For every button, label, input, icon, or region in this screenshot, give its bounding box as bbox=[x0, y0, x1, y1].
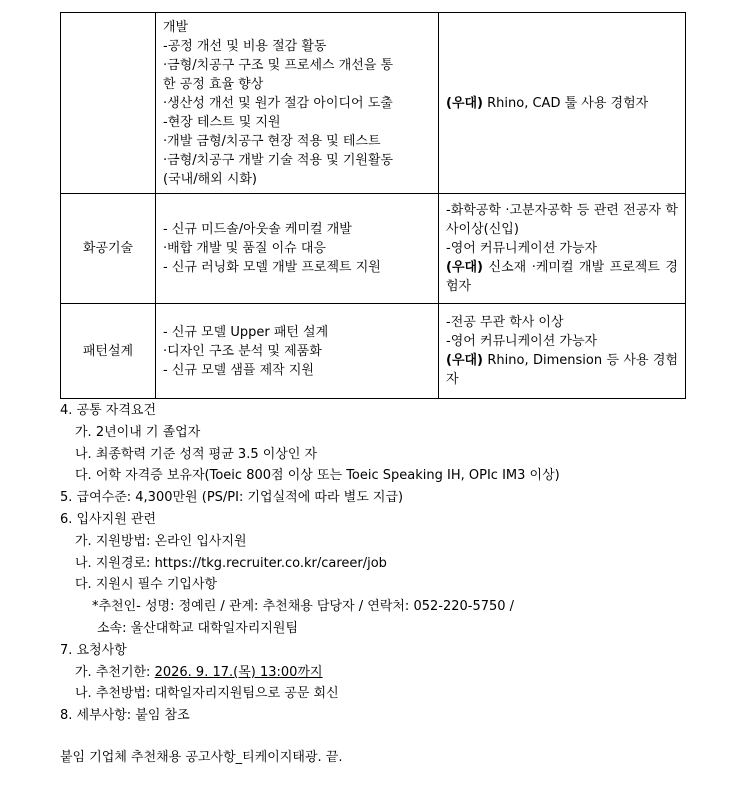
request-item: 나. 추천방법: 대학일자리지원팀으로 공문 회신 bbox=[75, 686, 339, 702]
qualification-line: -영어 커뮤니케이션 가능자 bbox=[446, 334, 598, 349]
table-row bbox=[61, 13, 686, 194]
field-cell: 화공기술 bbox=[61, 194, 156, 304]
duty-line: - 신규 미드솔/아웃솔 케미컬 개발 bbox=[163, 222, 352, 237]
requirement-item: 다. 어학 자격증 보유자(Toeic 800점 이상 또는 Toeic Speaking IH, OPIc IM3 이상) bbox=[75, 468, 560, 484]
field-cell bbox=[61, 13, 156, 194]
deadline-label: 가. 추천기한: bbox=[75, 664, 155, 680]
duties-cell bbox=[156, 13, 439, 194]
salary-line: 5. 급여수준: 4,300만원 (PS/PI: 기업실적에 따라 별도 지급) bbox=[60, 490, 404, 506]
requirement-item: 가. 2년이내 기 졸업자 bbox=[75, 424, 201, 440]
preferred-label: (우대) bbox=[446, 353, 483, 368]
duties-cell bbox=[156, 304, 439, 399]
field-cell: 패턴설계 bbox=[61, 304, 156, 399]
preferred-line bbox=[446, 258, 678, 296]
duty-line: 한 공정 효율 향상 bbox=[163, 76, 264, 92]
duty-line: ·금형/치공구 개발 기술 적용 및 기원활동 bbox=[163, 152, 394, 168]
job-table bbox=[60, 12, 686, 399]
deadline-date: 2026. 9. 17.(목) 13:00까지 bbox=[154, 664, 323, 680]
duty-line: (국내/해외 시화) bbox=[163, 171, 258, 187]
duty-line: - 신규 모델 샘플 제작 지원 bbox=[163, 362, 314, 378]
qualification-cell bbox=[439, 13, 686, 194]
preferred-line bbox=[446, 351, 678, 389]
attachment-line: 붙임 기업체 추천채용 공고사항_티케이지태광. 끝. bbox=[60, 749, 343, 765]
qualification-cell bbox=[439, 304, 686, 399]
section-heading: 6. 입사지원 관련 bbox=[60, 511, 157, 527]
spacer bbox=[60, 727, 740, 747]
duty-line: ·금형/치공구 구조 및 프로세스 개선을 통 bbox=[163, 57, 394, 73]
duty-line: - 신규 러닝화 모델 개발 프로젝트 지원 bbox=[163, 260, 381, 275]
section-heading: 7. 요청사항 bbox=[60, 642, 127, 658]
duty-line: ·디자인 구조 분석 및 제품화 bbox=[163, 343, 322, 359]
preferred-text: 신소재 ·케미컬 개발 프로젝트 경험자 bbox=[446, 260, 678, 294]
recommender-affiliation: 소속: 울산대학교 대학일자리지원팀 bbox=[97, 620, 299, 636]
request-item bbox=[60, 662, 740, 684]
qualification-line: -전공 무관 학사 이상 bbox=[446, 315, 564, 330]
qualification-line: -화학공학 ·고분자공학 등 관련 전공자 학사이상(신입) bbox=[446, 203, 678, 237]
qualification-line: -영어 커뮤니케이션 가능자 bbox=[446, 241, 598, 256]
qualification-cell bbox=[439, 194, 686, 304]
preferred-text: Rhino, CAD 툴 사용 경험자 bbox=[483, 95, 649, 111]
application-item: 가. 지원방법: 온라인 입사지원 bbox=[75, 533, 247, 549]
application-item: 나. 지원경로: https://tkg.recruiter.co.kr/career/job bbox=[75, 555, 387, 571]
preferred-text: Rhino, Dimension 등 사용 경험자 bbox=[446, 353, 678, 387]
duty-line: -공정 개선 및 비용 절감 활동 bbox=[163, 38, 327, 54]
notice-sections bbox=[60, 400, 740, 769]
duties-cell bbox=[156, 194, 439, 304]
duty-line: - 신규 모델 Upper 패턴 설계 bbox=[163, 324, 329, 340]
recommender-info: *추천인- 성명: 정예린 / 관계: 추천채용 담당자 / 연락처: 052-220-5750 / bbox=[92, 599, 515, 615]
preferred-label: (우대) bbox=[446, 260, 483, 275]
duty-line: ·배합 개발 및 품질 이슈 대응 bbox=[163, 241, 326, 256]
table-row bbox=[61, 304, 686, 399]
section-heading: 4. 공통 자격요건 bbox=[60, 403, 157, 418]
table-row bbox=[61, 194, 686, 304]
application-item: 다. 지원시 필수 기입사항 bbox=[75, 577, 218, 593]
duty-line: ·개발 금형/치공구 현장 적용 및 테스트 bbox=[163, 133, 381, 149]
preferred-line bbox=[446, 94, 678, 113]
details-line: 8. 세부사항: 붙임 참조 bbox=[60, 708, 190, 724]
requirement-item: 나. 최종학력 기준 성적 평균 3.5 이상인 자 bbox=[75, 446, 318, 462]
preferred-label: (우대) bbox=[446, 95, 483, 111]
duty-line: ·생산성 개선 및 원가 절감 아이디어 도출 bbox=[163, 95, 393, 111]
duty-line: -현장 테스트 및 지원 bbox=[163, 114, 281, 130]
duty-line: 개발 bbox=[163, 19, 189, 35]
